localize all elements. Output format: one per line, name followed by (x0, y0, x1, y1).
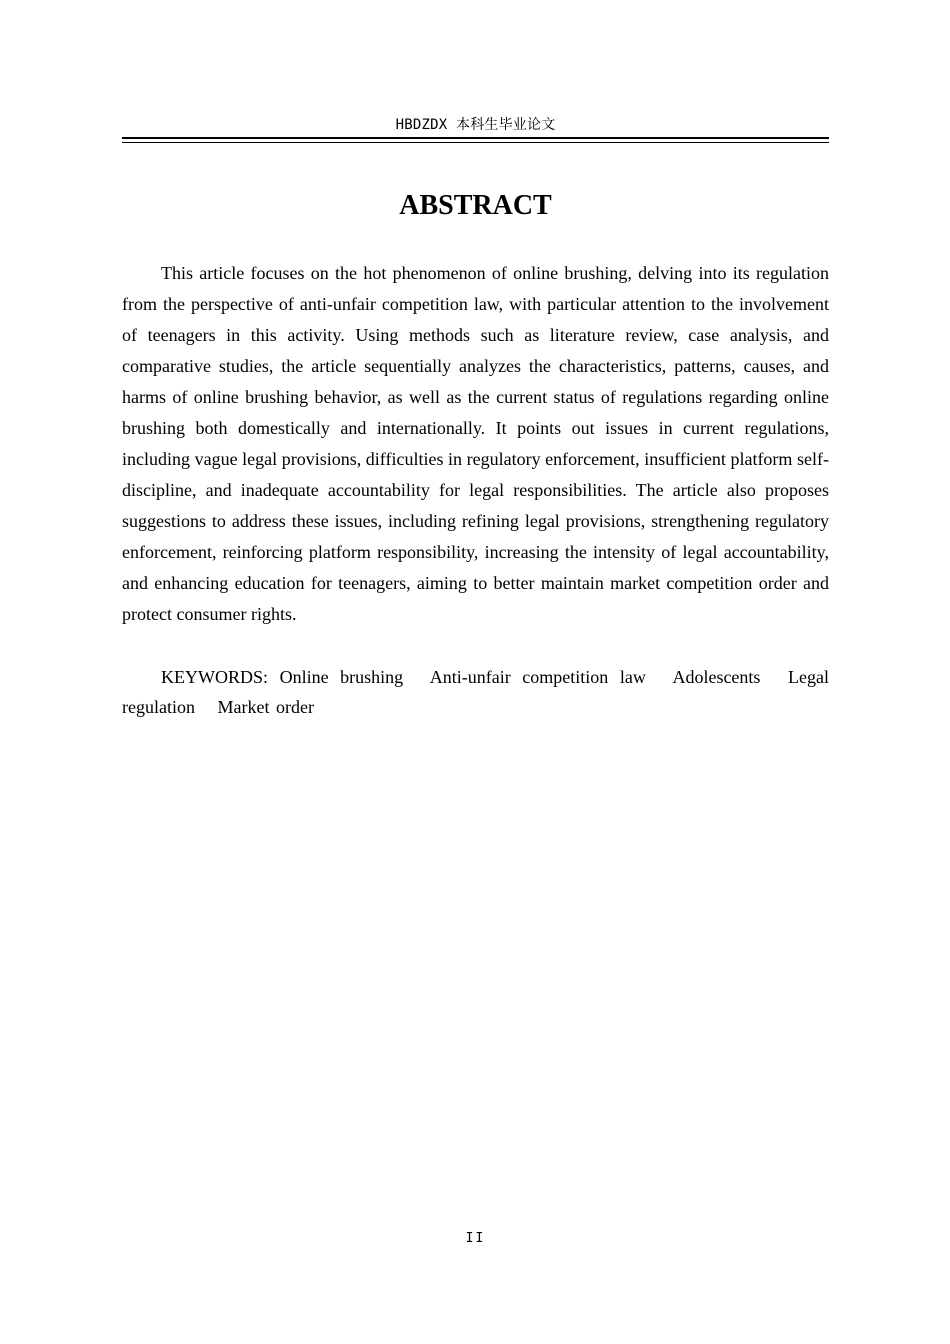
abstract-title: ABSTRACT (399, 190, 552, 221)
keyword-item: Online brushing (279, 667, 404, 687)
keywords-label: KEYWORDS: (161, 667, 268, 687)
keyword-item: Market order (217, 697, 314, 717)
keywords-paragraph (122, 662, 829, 722)
keyword-item: Adolescents (672, 667, 761, 687)
keyword-item: Anti-unfair competition law (429, 667, 646, 687)
keyword-item: Legal regulation (122, 667, 829, 717)
page-number: II (465, 1231, 486, 1246)
abstract-body: This article focuses on the hot phenomenon of online brushing, delving into its regulation from the perspective of anti-unfair competition law, with particular attention to the involvement of teenagers in this activity. Using methods such as literature review, case analysis, and comparative studies, the article sequentially analyzes the characteristics, patterns, causes, and harms of online brushing behavior, as well as the current status of regulations regarding online brushing both domestically and internationally. It points out issues in current regulations, including vague legal provisions, difficulties in regulatory enforcement, insufficient platform self-discipline, and inadequate accountability for legal responsibilities. The article also proposes suggestions to address these issues, including refining legal provisions, strengthening regulatory enforcement, reinforcing platform responsibility, increasing the intensity of legal accountability, and enhancing education for teenagers, aiming to better maintain market competition order and protect consumer rights. (122, 263, 829, 624)
header-double-rule (122, 137, 829, 143)
running-header: HBDZDX 本科生毕业论文 (395, 117, 556, 133)
